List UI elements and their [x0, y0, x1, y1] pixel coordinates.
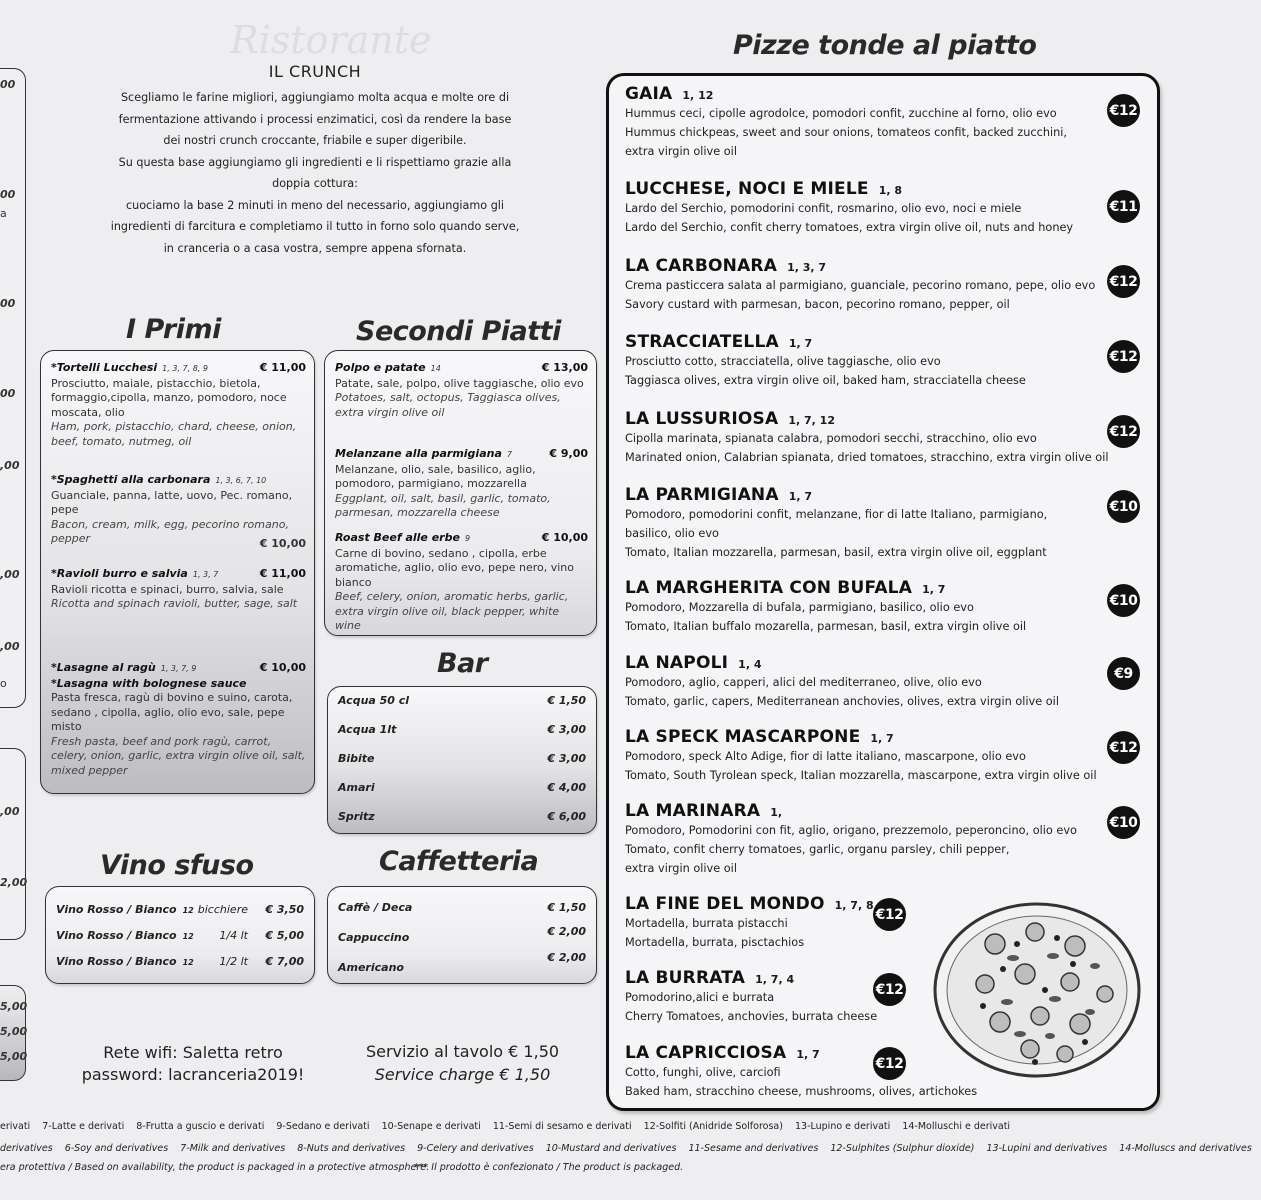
dish-allergens: 9	[464, 534, 471, 543]
edge-price: 2,00	[0, 876, 28, 889]
edge-price: 5,00	[0, 1050, 28, 1063]
pizza-desc: Savory custard with parmesan, bacon, pecorino romano, pepper, oil	[625, 298, 1010, 311]
dish-price: € 10,00	[259, 661, 306, 674]
dish-price: € 10,00	[541, 531, 588, 544]
pizza-allergens: 1, 12	[682, 89, 714, 102]
pizza-desc: Lardo del Serchio, confit cherry tomatoes, extra virgin olive oil, nuts and honey	[625, 221, 1074, 234]
vino-box	[45, 886, 315, 984]
edge-price: 5,00	[0, 1025, 28, 1038]
caffe-item-name: Cappuccino	[338, 931, 410, 944]
pizza-desc: Pomodoro, Pomodorini con fit, aglio, origano, prezzemolo, peperoncino, olio evo	[625, 824, 1077, 837]
dish-desc-it: Carne di bovino, sedano , cipolla, erbe aromatiche, aglio, olio evo, pepe nero, vino bianco	[335, 546, 574, 589]
pizza-desc: Pomodorino,alici e burrata	[625, 991, 775, 1004]
footnote-text: era protettiva / Based on availability, the product is packaged in a protective atmosphere.	[0, 1162, 430, 1173]
dish-desc-it: Pasta fresca, ragù di bovino e suino, carota, sedano , cipolla, aglio, olio evo, sale, pepe misto	[51, 691, 293, 733]
pizza-desc: Cotto, funghi, olive, carciofi	[625, 1066, 781, 1079]
bar-item	[338, 723, 586, 736]
bar-item-price: € 6,00	[547, 810, 586, 823]
pizza-desc: Hummus chickpeas, sweet and sour onions, tomateos confit, backed zucchini,	[625, 126, 1068, 139]
watermark-logo: Ristorante	[230, 18, 432, 62]
price-badge: €11	[1107, 190, 1140, 223]
edge-price: a	[0, 207, 7, 220]
price-badge: €12	[1107, 415, 1140, 448]
bar-item-name: Amari	[338, 781, 375, 794]
price-badge: €12	[873, 973, 906, 1006]
pizza-item	[625, 578, 1135, 636]
dish-name: Melanzane alla parmigiana	[335, 447, 502, 460]
pizza-desc: Pomodoro, Mozzarella di bufala, parmigiano, basilico, olio evo	[625, 601, 974, 614]
vino-item-name: Vino Rosso / Bianco	[56, 903, 177, 916]
price-badge: €12	[1107, 265, 1140, 298]
pizza-name: GAIA	[625, 84, 673, 104]
primi-item	[51, 567, 306, 612]
allergen-en: 7-Milk and derivatives	[180, 1143, 286, 1154]
vino-item	[56, 929, 304, 942]
wifi-password: password: lacranceria2019!	[81, 1065, 305, 1084]
dish-name-en: *Lasagna with bolognese sauce	[51, 676, 247, 690]
caffetteria-title: Caffetteria	[379, 846, 539, 877]
bar-item	[338, 810, 586, 823]
price-badge: €12	[1107, 340, 1140, 373]
dish-desc-it: Prosciutto, maiale, pistacchio, bietola, formaggio,cipolla, manzo, pomodoro, noce moscata, olio	[51, 376, 287, 419]
pizza-desc: Mortadella, burrata pistacchi	[625, 917, 788, 930]
bar-item-name: Bibite	[338, 752, 375, 765]
pizza-desc: Pomodoro, aglio, capperi, alici del mediterraneo, olive, olio evo	[625, 676, 982, 689]
allergen-legend-it	[0, 1121, 1019, 1132]
caffe-item-name: Americano	[338, 961, 404, 974]
vino-item	[56, 955, 304, 968]
pizza-item	[625, 653, 1135, 711]
dish-desc-it: Melanzane, olio, sale, basilico, aglio, pomodoro, parmigiano, mozzarella	[335, 462, 536, 490]
edge-price: 00	[0, 297, 16, 310]
price-badge: €12	[1107, 94, 1140, 127]
secondi-item	[335, 447, 588, 521]
pizze-box	[606, 73, 1160, 1111]
bar-item	[338, 781, 586, 794]
pizza-allergens: 1, 7, 12	[788, 414, 835, 427]
allergen-it: 14-Molluschi e derivati	[902, 1121, 1011, 1132]
pizza-desc: Tomato, garlic, capers, Mediterranean anchovies, olives, extra virgin olive oil	[625, 695, 1059, 708]
secondi-item	[335, 531, 588, 634]
secondi-title: Secondi Piatti	[356, 316, 561, 347]
pizza-desc: extra virgin olive oil	[625, 862, 737, 875]
pizza-desc: Prosciutto cotto, stracciatella, olive taggiasche, olio evo	[625, 355, 941, 368]
caffe-item-price: € 2,00	[547, 951, 586, 964]
vino-item-price: € 5,00	[265, 929, 304, 942]
wifi-network: Rete wifi: Saletta retro	[103, 1043, 283, 1062]
pizza-allergens: 1, 7	[796, 1048, 820, 1061]
pizza-allergens: 1, 3, 7	[787, 261, 827, 274]
vino-item	[56, 903, 304, 916]
price-badge: €12	[873, 1047, 906, 1080]
footnote-text: *** Il prodotto è confezionato / The product is packaged.	[414, 1162, 684, 1173]
allergen-en: 11-Sesame and derivatives	[688, 1143, 819, 1154]
price-badge: €12	[1107, 731, 1140, 764]
pizza-allergens: 1, 7, 8	[834, 899, 874, 912]
pizza-item	[625, 179, 1135, 237]
dish-desc-it: Patate, sale, polpo, olive taggiasche, olio evo	[335, 376, 584, 390]
footnote-right	[414, 1162, 692, 1173]
pizza-name: LA CAPRICCIOSA	[625, 1043, 787, 1063]
dish-desc-en: Eggplant, oil, salt, basil, garlic, tomato, parmesan, mozzarella cheese	[335, 491, 551, 519]
dish-desc-en: Potatoes, salt, octopus, Taggiasca olives, extra virgin olive oil	[335, 391, 561, 419]
vino-title: Vino sfuso	[100, 850, 254, 881]
bar-item-name: Spritz	[338, 810, 375, 823]
vino-item-allergens: 12	[182, 906, 194, 915]
price-badge: €10	[1107, 806, 1140, 839]
pizza-allergens: 1, 7	[788, 490, 813, 503]
pizza-allergens: 1, 7	[922, 583, 946, 596]
dish-desc-it: Guanciale, panna, latte, uovo, Pec. romano, pepe	[51, 488, 293, 516]
pizza-desc: Taggiasca olives, extra virgin olive oil, baked ham, stracciatella cheese	[625, 374, 1026, 387]
edge-price: 00	[0, 387, 16, 400]
crunch-line: Scegliamo le farine migliori, aggiungiamo molta acqua e molte ore di	[120, 91, 510, 104]
dish-price: € 11,00	[259, 361, 306, 374]
dish-name: *Tortelli Lucchesi	[51, 361, 158, 374]
pizza-illustration	[925, 894, 1145, 1084]
pizza-item	[625, 801, 1135, 878]
pizza-name: LA NAPOLI	[625, 653, 729, 673]
pizza-allergens: 1, 7	[870, 732, 894, 745]
pizza-item	[625, 256, 1135, 314]
crunch-title: IL CRUNCH	[268, 62, 362, 81]
crunch-line: cuociamo la base 2 minuti in meno del necessario, aggiungiamo gli	[125, 198, 505, 212]
crunch-text	[80, 87, 550, 259]
bar-title: Bar	[437, 648, 488, 679]
pizza-desc: basilico, olio evo	[625, 527, 719, 540]
primi-item	[51, 361, 306, 449]
caffetteria-box	[327, 886, 597, 984]
price-badge: €12	[873, 898, 906, 931]
pizza-desc: Lardo del Serchio, pomodorini confit, rosmarino, olio evo, noci e miele	[625, 202, 1022, 215]
allergen-en: 10-Mustard and derivatives	[545, 1143, 677, 1154]
dish-price: € 11,00	[259, 567, 306, 580]
dish-price: € 13,00	[541, 361, 588, 374]
edge-price: ,00	[0, 640, 20, 653]
pizza-name: LA MARGHERITA CON BUFALA	[625, 578, 913, 598]
allergen-it: 9-Sedano e derivati	[276, 1121, 370, 1132]
dish-desc-en: Ham, pork, pistacchio, chard, cheese, onion, beef, tomato, nutmeg, oil	[51, 420, 297, 448]
pizza-name: LA BURRATA	[625, 968, 746, 988]
crunch-line: dei nostri crunch croccante, friabile e super digeribile.	[163, 134, 467, 147]
edge-price: 00	[0, 78, 16, 91]
bar-box	[327, 686, 597, 834]
bar-item-name: Acqua 1lt	[338, 723, 397, 736]
dish-allergens: 1, 3, 7, 8, 9	[162, 364, 208, 373]
pizza-desc: Tomato, Italian mozzarella, parmesan, basil, extra virgin olive oil, eggplant	[625, 546, 1047, 559]
primi-title: I Primi	[126, 314, 221, 345]
allergen-en: 12-Sulphites (Sulphur dioxide)	[830, 1143, 975, 1154]
dish-allergens: 1, 3, 7, 9	[160, 664, 197, 673]
primi-box	[40, 350, 315, 794]
dish-price: € 9,00	[549, 447, 588, 460]
dish-name: *Lasagne al ragù	[51, 661, 156, 674]
dish-desc-en: Fresh pasta, beef and pork ragù, carrot, celery, onion, garlic, extra virgin olive oil, salt, mixed pepper	[51, 734, 306, 777]
edge-price: 5,00	[0, 1000, 28, 1013]
price-badge: €10	[1107, 584, 1140, 617]
service-charge-it: Servizio al tavolo € 1,50	[365, 1042, 560, 1061]
dish-desc-en: Ricotta and spinach ravioli, butter, sage, salt	[51, 597, 298, 610]
vino-item-price: € 3,50	[265, 903, 304, 916]
edge-price: ,00	[0, 805, 20, 818]
bar-item	[338, 694, 586, 707]
dish-desc-en: Beef, celery, onion, aromatic herbs, garlic, extra virgin olive oil, black pepper, white wine	[335, 590, 569, 632]
primi-item	[51, 661, 306, 778]
dish-desc-it: Ravioli ricotta e spinaci, burro, salvia, sale	[51, 582, 284, 596]
allergen-it: erivati	[0, 1121, 31, 1132]
edge-panel-mid	[0, 748, 26, 940]
service-charge-en: Service charge € 1,50	[374, 1065, 551, 1084]
caffe-item	[338, 951, 586, 974]
allergen-it: 7-Latte e derivati	[42, 1121, 125, 1132]
caffe-item-price: € 2,00	[547, 925, 586, 938]
pizza-desc: Baked ham, stracchino cheese, mushrooms, olives, artichokes	[625, 1085, 978, 1098]
caffe-item-price: € 1,50	[547, 901, 586, 914]
vino-item-qty: bicchiere	[197, 903, 248, 916]
vino-item-qty: 1/4 lt	[219, 929, 248, 942]
pizza-allergens: 1, 8	[878, 184, 903, 197]
edge-price: o	[0, 677, 7, 690]
pizza-desc: Tomato, Italian buffalo mozarella, parmesan, basil, extra virgin olive oil	[625, 620, 1027, 633]
allergen-it: 13-Lupino e derivati	[794, 1121, 891, 1132]
allergen-en: 8-Nuts and derivatives	[297, 1143, 406, 1154]
pizza-desc: Cherry Tomatoes, anchovies, burrata cheese	[625, 1010, 878, 1023]
pizza-item	[625, 84, 1135, 161]
dish-allergens: 7	[506, 450, 512, 459]
secondi-box	[324, 350, 597, 636]
caffe-item	[338, 925, 586, 944]
vino-item-price: € 7,00	[265, 955, 304, 968]
allergen-en: 14-Molluscs and derivatives	[1119, 1143, 1252, 1154]
allergen-en: 6-Soy and derivatives	[64, 1143, 169, 1154]
price-badge: €9	[1107, 657, 1140, 690]
service-charge	[350, 1040, 575, 1086]
vino-item-allergens: 12	[182, 932, 194, 941]
pizza-desc: Mortadella, burrata, pisctachios	[625, 936, 805, 949]
crunch-section	[80, 62, 550, 259]
pizza-desc: Tomato, confit cherry tomatoes, garlic, organu parsley, chili pepper,	[625, 843, 1010, 856]
pizza-item	[625, 485, 1135, 562]
dish-allergens: 1, 3, 6, 7, 10	[215, 476, 267, 485]
pizza-desc: Marinated onion, Calabrian spianata, dried tomatoes, stracchino, extra virgin olive oil	[625, 451, 1109, 464]
pizza-name: LA MARINARA	[625, 801, 761, 821]
allergen-en: 13-Lupini and derivatives	[986, 1143, 1108, 1154]
dish-allergens: 1, 3, 7	[192, 570, 219, 579]
bar-item	[338, 752, 586, 765]
pizza-desc: Tomato, South Tyrolean speck, Italian mozzarella, mascarpone, extra virgin olive oil	[625, 769, 1097, 782]
pizza-name: LA LUSSURIOSA	[625, 409, 779, 429]
dish-price: € 10,00	[259, 537, 306, 550]
pizza-name: LA FINE DEL MONDO	[625, 894, 825, 914]
vino-item-qty: 1/2 lt	[219, 955, 248, 968]
pizza-item	[625, 332, 1135, 390]
dish-allergens: 14	[430, 364, 441, 373]
edge-price: ,00	[0, 459, 20, 472]
pizza-name: LA PARMIGIANA	[625, 485, 779, 505]
crunch-line: doppia cottura:	[272, 177, 358, 190]
dish-desc-en: Bacon, cream, milk, egg, pecorino romano, pepper	[51, 517, 289, 545]
pizze-title: Pizze tonde al piatto	[733, 30, 1037, 61]
pizza-name: LA CARBONARA	[625, 256, 778, 276]
pizza-name: LA SPECK MASCARPONE	[625, 727, 861, 747]
allergen-legend-en	[0, 1143, 1261, 1154]
allergen-it: 8-Frutta a guscio e derivati	[136, 1121, 265, 1132]
caffe-item-name: Caffè / Deca	[338, 901, 413, 914]
pizza-allergens: 1, 7	[788, 337, 813, 350]
bar-item-price: € 4,00	[547, 781, 586, 794]
allergen-en: derivatives	[0, 1143, 53, 1154]
pizza-allergens: 1, 4	[738, 658, 762, 671]
pizza-desc: Cipolla marinata, spianata calabra, pomodori secchi, stracchino, olio evo	[625, 432, 1037, 445]
dish-name: Roast Beef alle erbe	[335, 531, 460, 544]
pizza-allergens: 1,	[770, 806, 783, 819]
pizza-desc: Pomodoro, speck Alto Adige, fior di latte italiano, mascarpone, olio evo	[625, 750, 1026, 763]
dish-name: Polpo e patate	[335, 361, 426, 374]
vino-item-name: Vino Rosso / Bianco	[56, 929, 177, 942]
caffe-item	[338, 901, 586, 914]
pizza-name: STRACCIATELLA	[625, 332, 779, 352]
crunch-line: fermentazione attivando i processi enzimatici, così da rendere la base	[118, 112, 512, 126]
pizza-desc: Hummus ceci, cipolle agrodolce, pomodori confit, zucchine al forno, olio evo	[625, 107, 1057, 120]
vino-item-name: Vino Rosso / Bianco	[56, 955, 177, 968]
wifi-info	[58, 1042, 328, 1086]
allergen-it: 11-Semi di sesamo e derivati	[492, 1121, 632, 1132]
allergen-en: 9-Celery and derivatives	[417, 1143, 534, 1154]
pizza-desc: Crema pasticcera salata al parmigiano, guanciale, pecorino romano, pepe, olio evo	[625, 279, 1096, 292]
edge-price: ,00	[0, 568, 20, 581]
pizza-allergens: 1, 7, 4	[755, 973, 795, 986]
dish-name: *Ravioli burro e salvia	[51, 567, 188, 580]
vino-item-allergens: 12	[182, 958, 194, 967]
secondi-item	[335, 361, 588, 420]
footnote-left	[0, 1162, 438, 1173]
allergen-it: 10-Senape e derivati	[381, 1121, 481, 1132]
dish-name: *Spaghetti alla carbonara	[51, 473, 211, 486]
pizza-name: LUCCHESE, NOCI E MIELE	[625, 179, 869, 199]
edge-price: 00	[0, 188, 16, 201]
pizza-item	[625, 727, 1135, 785]
crunch-line: ingredienti di farcitura e completiamo il tutto in forno solo quando serve,	[110, 220, 520, 233]
allergen-it: 12-Solfiti (Anidride Solforosa)	[643, 1121, 783, 1132]
crunch-line: Su questa base aggiungiamo gli ingredienti e li rispettiamo grazie alla	[118, 155, 512, 169]
pizza-desc: Pomodoro, pomodorini confit, melanzane, fior di latte Italiano, parmigiano,	[625, 508, 1048, 521]
price-badge: €10	[1107, 490, 1140, 523]
bar-item-name: Acqua 50 cl	[338, 694, 410, 707]
pizza-item	[625, 409, 1135, 467]
primi-item	[51, 473, 306, 553]
crunch-line: in cranceria o a casa vostra, sempre appena sfornata.	[163, 241, 467, 255]
bar-item-price: € 3,00	[547, 752, 586, 765]
pizza-desc: extra virgin olive oil	[625, 145, 737, 158]
bar-item-price: € 1,50	[547, 694, 586, 707]
bar-item-price: € 3,00	[547, 723, 586, 736]
